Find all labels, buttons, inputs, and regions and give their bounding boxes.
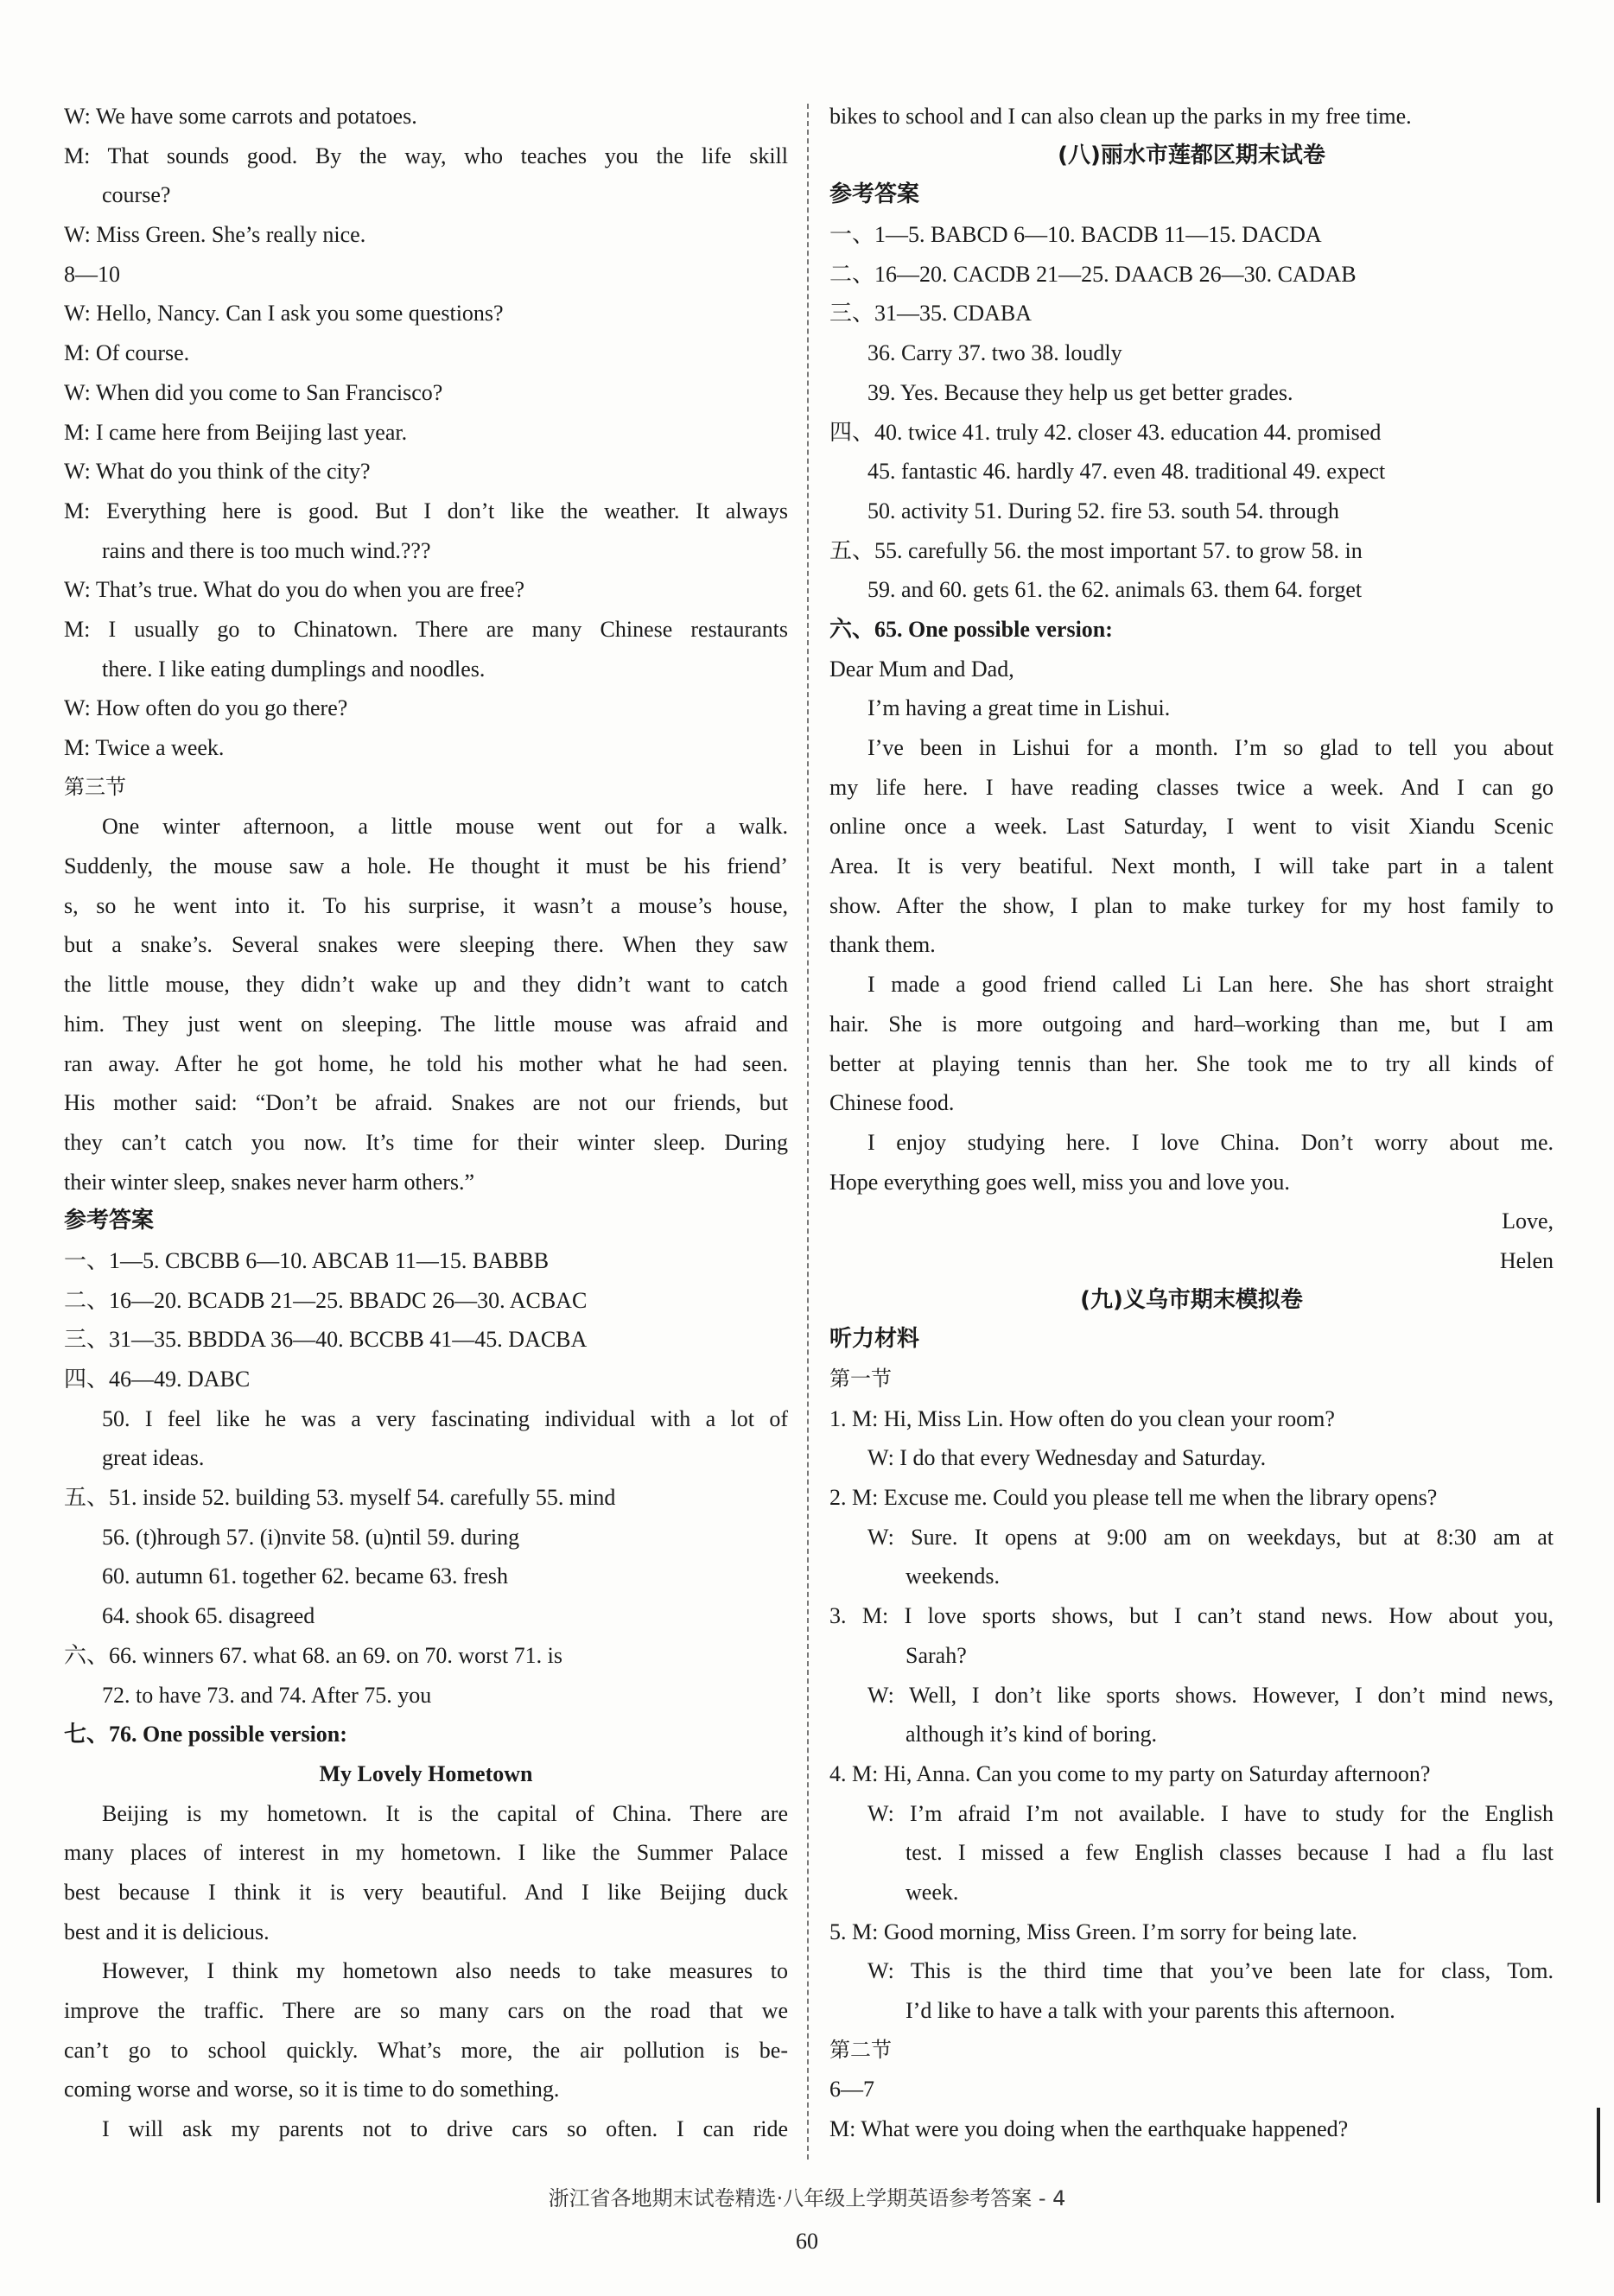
page-edge-mark: [1597, 2108, 1600, 2203]
left-column-line: 四、46—49. DABC: [64, 1367, 251, 1392]
right-column-line: 第一节: [829, 1367, 892, 1391]
left-column-line: best because I think it is very beautiful. And I like Beijing duck: [64, 1879, 788, 1905]
right-column-line: W: Well, I don’t like sports shows. However, I don’t mind news,: [867, 1682, 1554, 1708]
left-column-line: many places of interest in my hometown. I like the Summer Palace: [64, 1840, 788, 1866]
right-column-line: 三、31—35. CDABA: [829, 301, 1033, 327]
right-column-line: Chinese food.: [829, 1090, 955, 1116]
page-footer-title: 浙江省各地期末试卷精选·八年级上学期英语参考答案 - 4: [548, 2186, 1066, 2210]
left-column-line: best and it is delicious.: [64, 1919, 270, 1944]
left-column-line: coming worse and worse, so it is time to do something.: [64, 2077, 560, 2103]
right-column-line: 59. and 60. gets 61. the 62. animals 63. them 64. forget: [867, 577, 1363, 603]
right-column-line: 六、65. One possible version:: [829, 616, 1113, 642]
right-column-line: show. After the show, I plan to make turkey for my host family to: [829, 892, 1554, 918]
left-column-line: great ideas.: [102, 1445, 205, 1471]
right-column-line: although it’s kind of boring.: [905, 1722, 1158, 1747]
right-column-line: 1. M: Hi, Miss Lin. How often do you clean your room?: [829, 1405, 1335, 1431]
right-column-line: thank them.: [829, 932, 936, 958]
left-column-line: M: Everything here is good. But I don’t like the weather. It always: [64, 498, 788, 523]
right-column-line: Love,: [1502, 1208, 1554, 1234]
left-column-line: 第三节: [64, 774, 126, 799]
right-column-line: test. I missed a few English classes because I had a flu last: [905, 1840, 1554, 1866]
column-divider: [807, 104, 809, 2160]
right-column-line: W: Sure. It opens at 9:00 am on weekdays, but at 8:30 am at: [867, 1524, 1554, 1550]
left-column-line: M: That sounds good. By the way, who teaches you the life skill: [64, 143, 788, 168]
right-column-line: W: This is the third time that you’ve been late for class, Tom.: [867, 1958, 1554, 1984]
right-column-line: 6—7: [829, 2077, 874, 2103]
left-column-line: their winter sleep, snakes never harm others.”: [64, 1169, 475, 1195]
right-column-line: (九)义乌市期末模拟卷: [1080, 1286, 1303, 1313]
left-column-line: Beijing is my hometown. It is the capital of China. There are: [102, 1800, 788, 1826]
left-column-line: W: What do you think of the city?: [64, 459, 371, 485]
right-column-line: 四、40. twice 41. truly 42. closer 43. education 44. promised: [829, 419, 1382, 445]
left-column-line: W: When did you come to San Francisco?: [64, 379, 443, 405]
right-column-line: Sarah?: [905, 1642, 967, 1668]
right-column-line: (八)丽水市莲都区期末试卷: [1058, 142, 1325, 168]
right-column-line: I’ve been in Lishui for a month. I’m so glad to tell you about: [867, 735, 1554, 760]
right-column-line: W: I’m afraid I’m not available. I have to study for the English: [867, 1800, 1554, 1826]
left-column-line: 72. to have 73. and 74. After 75. you: [102, 1682, 432, 1708]
right-column-line: 听力材料: [829, 1326, 920, 1353]
right-column-line: 2. M: Excuse me. Could you please tell me when the library opens?: [829, 1485, 1438, 1511]
right-column-line: 4. M: Hi, Anna. Can you come to my party on Saturday afternoon?: [829, 1760, 1431, 1786]
right-column-line: I made a good friend called Li Lan here. She has short straight: [867, 972, 1554, 998]
left-column-line: 参考答案: [64, 1208, 155, 1234]
right-column-line: 5. M: Good morning, Miss Green. I’m sorry for being late.: [829, 1919, 1357, 1944]
right-column-line: I’d like to have a talk with your parents this afternoon.: [905, 1998, 1395, 2023]
left-column-line: course?: [102, 182, 171, 208]
left-column-line: M: Twice a week.: [64, 735, 225, 760]
right-column-line: Dear Mum and Dad,: [829, 656, 1014, 682]
left-column-line: 二、16—20. BCADB 21—25. BBADC 26—30. ACBAC: [64, 1287, 588, 1313]
right-column-line: 3. M: I love sports shows, but I can’t stand news. How about you,: [829, 1603, 1554, 1629]
right-column-line: 五、55. carefully 56. the most important 57. to grow 58. in: [829, 537, 1363, 563]
right-column-line: 45. fantastic 46. hardly 47. even 48. traditional 49. expect: [867, 459, 1386, 485]
right-column-line: 39. Yes. Because they help us get better grades.: [867, 379, 1293, 405]
right-column-line: I’m having a great time in Lishui.: [867, 695, 1171, 721]
right-column-line: Area. It is very beatiful. Next month, I will take part in a talent: [829, 853, 1554, 879]
right-column-line: Helen: [1499, 1247, 1554, 1273]
right-column: [829, 97, 1554, 2149]
left-column-line: 64. shook 65. disagreed: [102, 1603, 315, 1629]
left-column-line: One winter afternoon, a little mouse went out for a walk.: [102, 814, 788, 840]
left-column-line: 60. autumn 61. together 62. became 63. fresh: [102, 1563, 509, 1589]
left-column-line: s, so he went into it. To his surprise, it wasn’t a mouse’s house,: [64, 892, 788, 918]
right-column-line: Hope everything goes well, miss you and love you.: [829, 1169, 1290, 1195]
left-column-line: there. I like eating dumplings and noodles.: [102, 656, 486, 682]
left-column-line: 三、31—35. BBDDA 36—40. BCCBB 41—45. DACBA: [64, 1327, 588, 1353]
right-column-line: 36. Carry 37. two 38. loudly: [867, 340, 1122, 366]
left-column-line: I will ask my parents not to drive cars so often. I can ride: [102, 2116, 788, 2142]
right-column-line: week.: [905, 1879, 959, 1905]
left-column-line: ran away. After he got home, he told his mother what he had seen.: [64, 1050, 788, 1076]
right-column-line: I enjoy studying here. I love China. Don’t worry about me.: [867, 1129, 1554, 1155]
right-column-line: 第二节: [829, 2037, 892, 2062]
right-column-line: online once a week. Last Saturday, I went to visit Xiandu Scenic: [829, 814, 1554, 840]
right-column-line: 50. activity 51. During 52. fire 53. south 54. through: [867, 498, 1339, 523]
right-column-line: bikes to school and I can also clean up the parks in my free time.: [829, 104, 1412, 129]
left-column-line: W: We have some carrots and potatoes.: [64, 104, 417, 129]
left-column-line: can’t go to school quickly. What’s more, the air pollution is be-: [64, 2037, 788, 2063]
left-column-line: Suddenly, the mouse saw a hole. He thought it must be his friend’: [64, 853, 788, 879]
left-column-line: M: I usually go to Chinatown. There are many Chinese restaurants: [64, 616, 788, 642]
page-number: 60: [796, 2229, 818, 2254]
left-column-line: the little mouse, they didn’t wake up and they didn’t want to catch: [64, 972, 788, 998]
left-column-line: 50. I feel like he was a very fascinating individual with a lot of: [102, 1405, 788, 1431]
left-column-line: 六、66. winners 67. what 68. an 69. on 70. worst 71. is: [64, 1642, 563, 1668]
left-column-line: 8—10: [64, 261, 120, 287]
left-column: [64, 97, 788, 2149]
left-column-line: His mother said: “Don’t be afraid. Snakes are not our friends, but: [64, 1090, 788, 1116]
left-column-line: However, I think my hometown also needs to take measures to: [102, 1958, 788, 1984]
right-column-line: 一、1—5. BABCD 6—10. BACDB 11—15. DACDA: [829, 222, 1322, 248]
left-column-line: 一、1—5. CBCBB 6—10. ABCAB 11—15. BABBB: [64, 1247, 550, 1273]
left-column-line: 五、51. inside 52. building 53. myself 54. carefully 55. mind: [64, 1485, 616, 1511]
left-column-line: rains and there is too much wind.???: [102, 537, 431, 563]
right-column-line: 参考答案: [829, 181, 920, 208]
left-column-line: but a snake’s. Several snakes were sleeping there. When they saw: [64, 932, 788, 958]
left-column-line: M: I came here from Beijing last year.: [64, 419, 408, 445]
left-column-line: W: Hello, Nancy. Can I ask you some questions?: [64, 301, 504, 327]
left-column-line: him. They just went on sleeping. The little mouse was afraid and: [64, 1011, 788, 1037]
right-column-line: my life here. I have reading classes twice a week. And I can go: [829, 774, 1554, 800]
right-column-line: weekends.: [905, 1563, 1001, 1589]
right-column-line: better at playing tennis than her. She took me to try all kinds of: [829, 1050, 1554, 1076]
right-column-line: hair. She is more outgoing and hard–working than me, but I am: [829, 1011, 1554, 1037]
left-column-line: 56. (t)hrough 57. (i)nvite 58. (u)ntil 59. during: [102, 1524, 520, 1550]
left-column-line: M: Of course.: [64, 340, 190, 366]
left-column-line: My Lovely Hometown: [319, 1760, 533, 1786]
right-column-line: 二、16—20. CACDB 21—25. DAACB 26—30. CADAB: [829, 261, 1357, 287]
left-column-line: 七、76. One possible version:: [64, 1722, 347, 1747]
left-column-line: W: That’s true. What do you do when you are free?: [64, 577, 525, 603]
left-column-line: they can’t catch you now. It’s time for their winter sleep. During: [64, 1129, 788, 1155]
left-column-line: improve the traffic. There are so many cars on the road that we: [64, 1998, 788, 2023]
right-column-line: W: I do that every Wednesday and Saturday.: [867, 1445, 1267, 1471]
right-column-line: M: What were you doing when the earthquake happened?: [829, 2116, 1349, 2142]
left-column-line: W: How often do you go there?: [64, 695, 348, 721]
left-column-line: W: Miss Green. She’s really nice.: [64, 222, 366, 248]
